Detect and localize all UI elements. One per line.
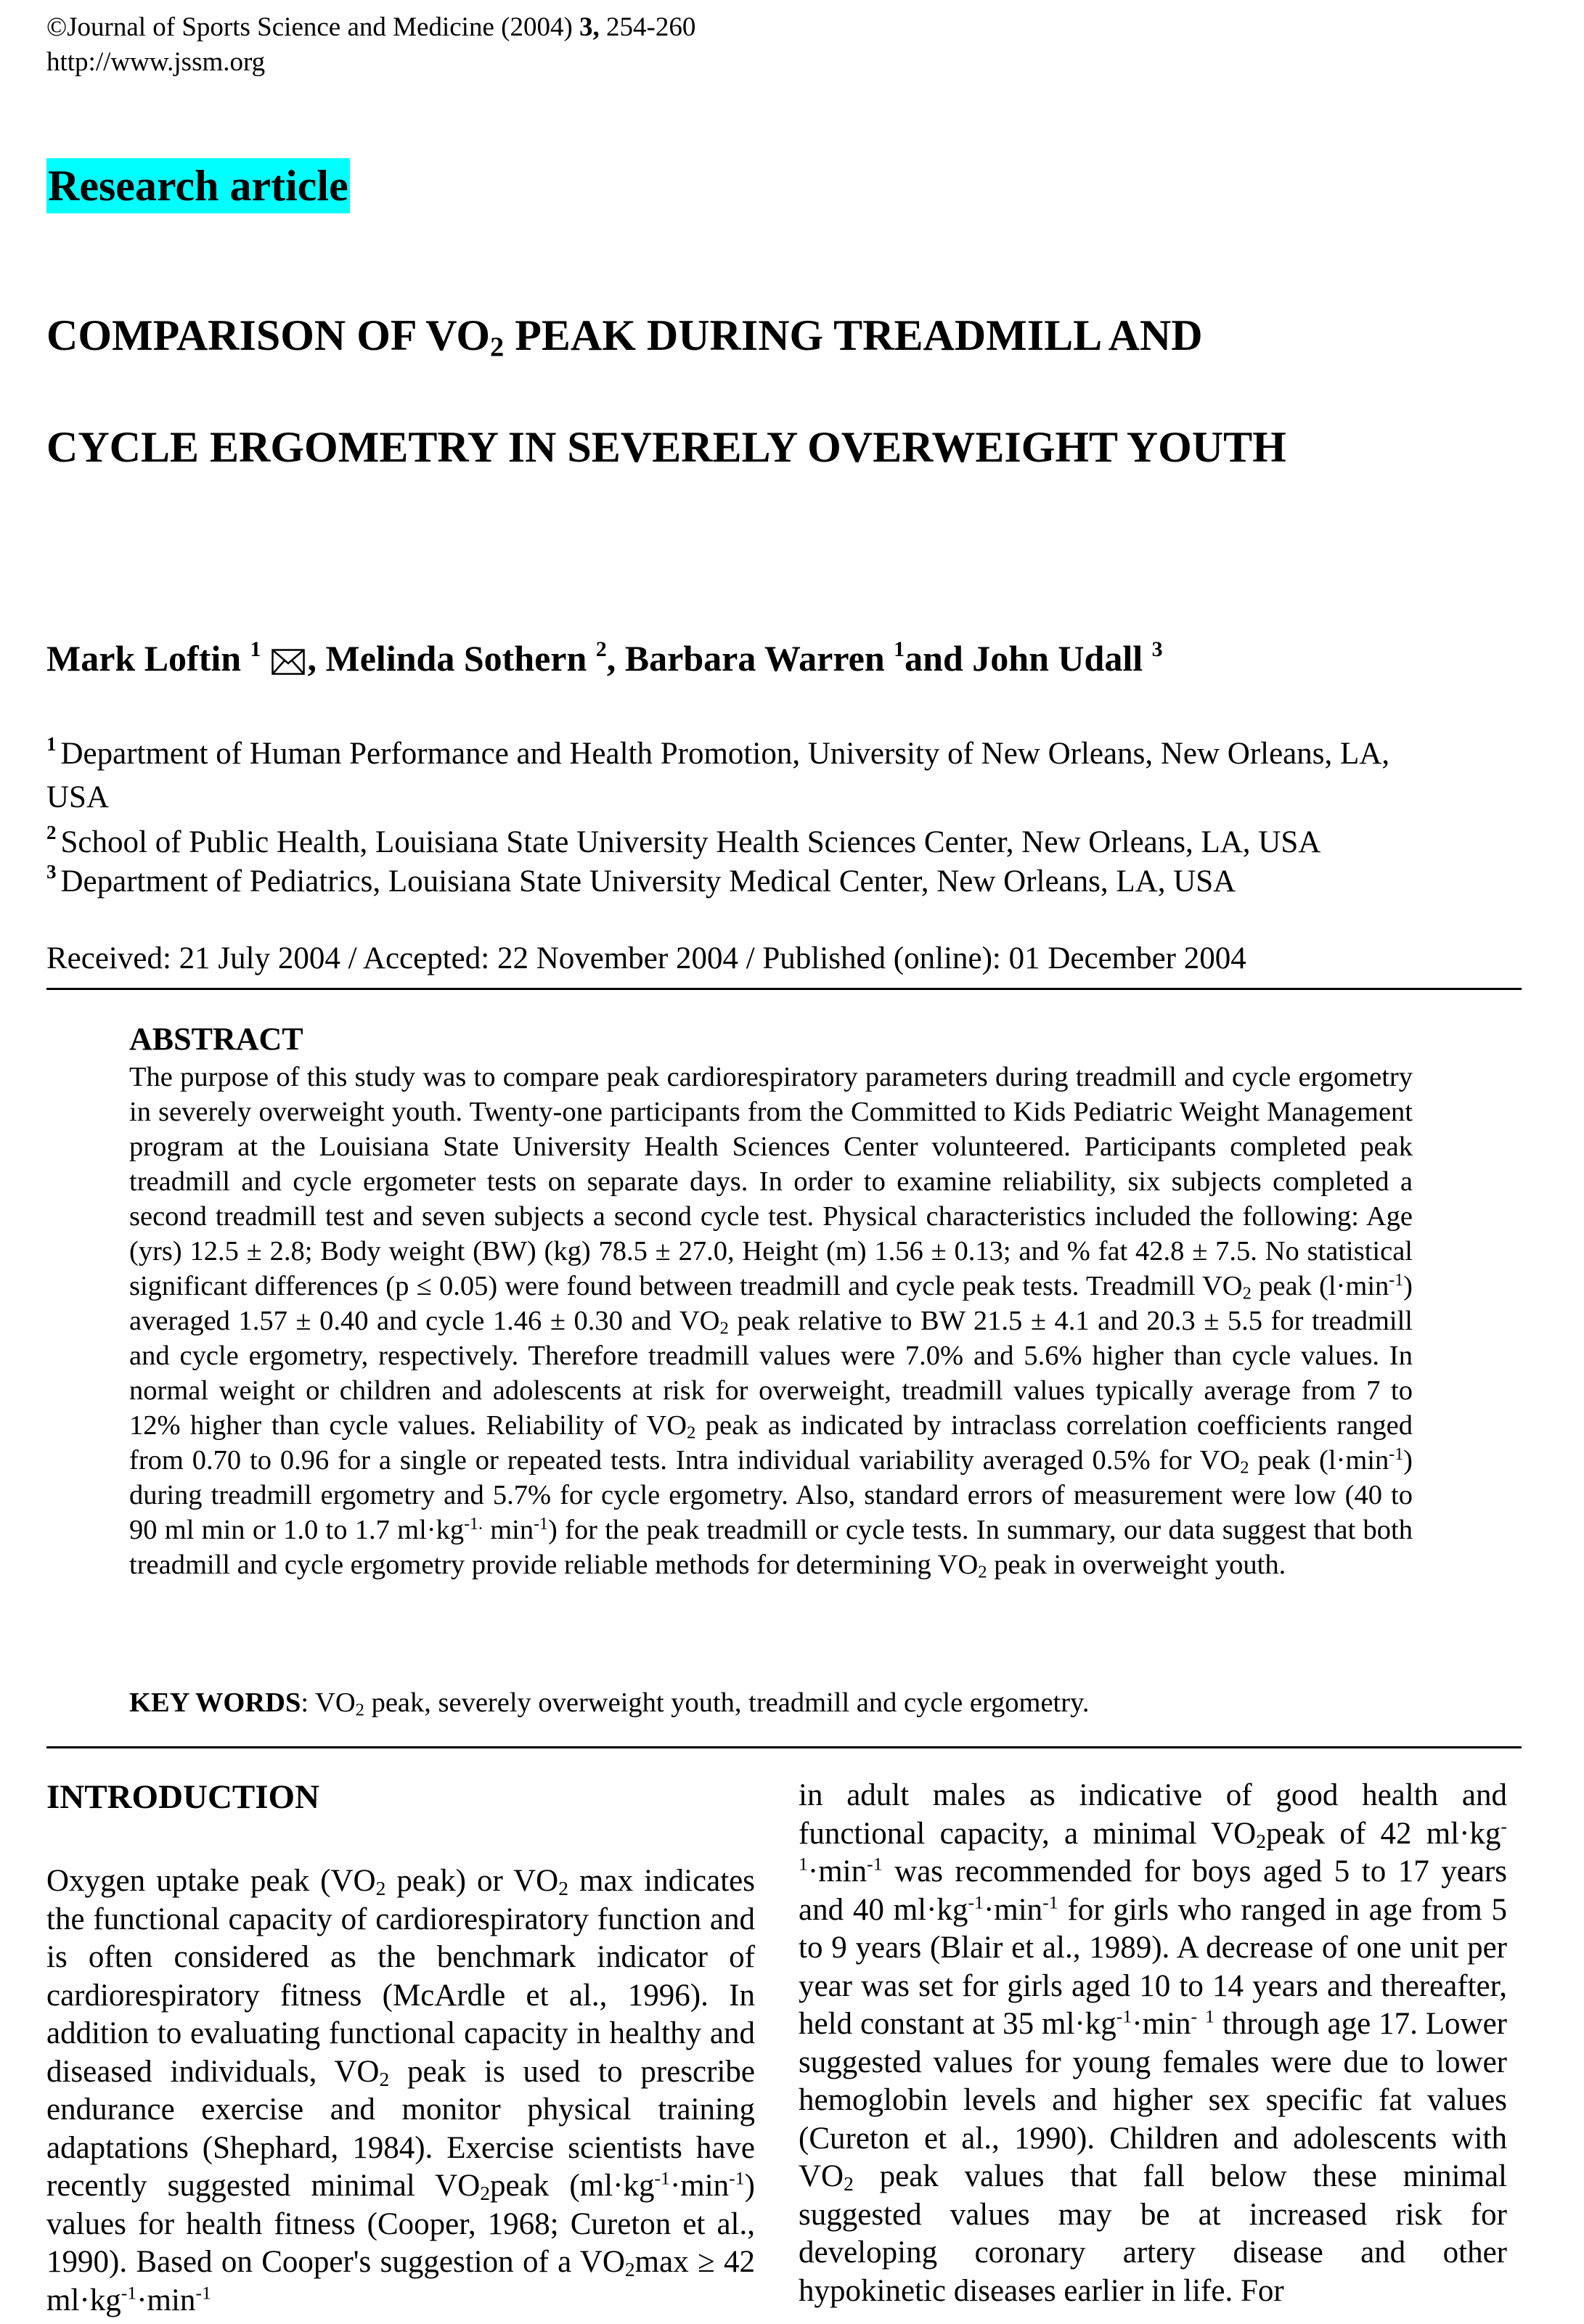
- title-line-2: CYCLE ERGOMETRY IN SEVERELY OVERWEIGHT YOUTH: [46, 423, 1286, 471]
- affiliation-1: [46, 732, 1389, 777]
- affiliation-2: [46, 820, 1320, 865]
- affiliation-text: Department of Pediatrics, Louisiana State University Medical Center, New Orleans, LA, USA: [60, 864, 1236, 899]
- title-text: COMPARISON OF VO: [46, 311, 491, 359]
- journal-name: ©Journal of Sports Science and Medicine (2004): [46, 12, 580, 42]
- abstract-text: The purpose of this study was to compare peak cardiorespiratory parameters during treadmill and cycle ergometry in severely overweight youth. Twenty-one participants from the Committed to Kids Pediatric Weight Management program at the Louisiana State University Health Sciences Center volunteered. Participants completed peak treadmill and cycle ergometer tests on separate days. In order to examine reliability, six subjects completed a second treadmill test and seven subjects a second cycle test. Physical characteristics included the following: Age (yrs) 12.5 ± 2.8; Body weight (BW) (kg) 78.5 ± 27.0, Height (m) 1.56 ± 0.13; and % fat 42.8 ± 7.5. No statistical significant differences (p ≤ 0.05) were found between treadmill and cycle peak tests. Treadmill $VO_2$ peak $(l\cdot\min^{-1})$ averaged 1.57 ± 0.40 and cycle 1.46 ± 0.30 and $VO_2$ peak relative to BW 21.5 ± 4.1 and 20.3 ± 5.5 for treadmill and cycle ergometry, respectively. Therefore treadmill values were 7.0% and 5.6% higher than cycle values. In normal weight or children and adolescents at risk for overweight, treadmill values typically average from 7 to 12% higher than cycle values. Reliability of $VO_2$ peak as indicated by intraclass correlation coefficients ranged from 0.70 to 0.96 for a single or repeated tests. Intra individual variability averaged 0.5% for $VO_2$ peak $(l\cdot\min^{-1})$ during treadmill ergometry and 5.7% for cycle ergometry. Also, standard errors of measurement were low (40 to 90 ml min or 1.0 to 1.7 $ml\cdot kg^{-1.}$ $\min^{-1}$) for the peak treadmill or cycle tests. In summary, our data suggest that both treadmill and cycle ergometry provide reliable methods for determining $VO_2$ peak in overweight youth.: [129, 1062, 1413, 1582]
- keywords-label: KEY WORDS: [129, 1687, 301, 1718]
- author-name: and John Udall: [905, 638, 1152, 679]
- intro-right-column: in adult males as indicative of good health and functional capacity, a minimal $VO_2peak$ of 42 ml·kg- $^1\cdot\min^{-1}$ was recommended for boys aged 5 to 17 years and 40 $ml\cdot kg^{-1}\cdot\min^{-1}$ for girls who ranged in age from 5 to 9 years (Blair et al., 1989). A decrease of one unit per year was set for girls aged 10 to 14 years and thereafter, held constant at 35 $ml\cdot kg^{-1}\cdot\min^-$ $^1$ through age 17. Lower suggested values for young females were due to lower hemoglobin levels and higher sex specific fat values (Cureton et al., 1990). Children and adolescents with $VO_2$ peak values that fall below these minimal suggested values may be at increased risk for developing coronary artery disease and other hypokinetic diseases earlier in life. For: [799, 1778, 1507, 2308]
- keywords: KEY WORDS: $VO_2$ peak, severely overweight youth, treadmill and cycle ergometry.: [129, 1687, 1090, 1720]
- article-type-label: Research article: [46, 158, 350, 213]
- affiliation-text: Department of Human Performance and Health Promotion, University of New Orleans, New Orleans, LA,: [60, 737, 1390, 771]
- affiliation-text: School of Public Health, Louisiana State University Health Sciences Center, New Orleans, LA, USA: [60, 825, 1321, 859]
- journal-url[interactable]: http://www.jssm.org: [46, 47, 266, 77]
- author-affiliation-marker: 1: [894, 637, 905, 661]
- author-affiliation-marker: 2: [595, 637, 607, 661]
- title-line-1: [46, 308, 1203, 363]
- author-affiliation-marker: 3: [1151, 637, 1163, 661]
- abstract-heading: ABSTRACT: [129, 1021, 303, 1057]
- author-name: Mark Loftin: [46, 638, 250, 679]
- author-name: , Barbara Warren: [606, 638, 894, 679]
- author-list: [46, 633, 1163, 688]
- affiliation-number: 2: [46, 822, 57, 843]
- title-text: PEAK DURING TREADMILL AND: [504, 311, 1203, 359]
- affiliation-1-continued: USA: [46, 780, 110, 814]
- journal-pages: 254-260: [599, 12, 696, 42]
- affiliation-number: 1: [46, 733, 57, 755]
- intro-left-column: Oxygen uptake peak ($VO_2$ peak) or $VO_2$ max indicates the functional capacity of cardiorespiratory function and is often considered as the benchmark indicator of cardiorespiratory fitness (McArdle et al., 1996). In addition to evaluating functional capacity in healthy and diseased individuals, $VO_2$ peak is used to prescribe endurance exercise and monitor physical training adaptations (Shephard, 1984). Exercise scientists have recently suggested minimal $VO_2peak$ $(ml\cdot kg^{-1}\cdot\min^{-1})$ values for health fitness (Cooper, 1968; Cureton et al., 1990). Based on Cooper's suggestion of a $VO_2\max \ge 42$ $ml\cdot kg^{-1}\cdot\min^{-1}$: [46, 1864, 755, 2317]
- author-name: , Melinda Sothern: [307, 638, 596, 679]
- section-heading-introduction: INTRODUCTION: [46, 1778, 320, 1816]
- affiliation-number: 3: [46, 861, 57, 883]
- divider: [46, 1746, 1522, 1748]
- journal-citation: [46, 10, 695, 45]
- journal-volume: 3,: [579, 12, 600, 42]
- divider: [46, 988, 1522, 990]
- publication-dates: Received: 21 July 2004 / Accepted: 22 November 2004 / Published (online): 01 December 2004: [46, 941, 1246, 975]
- title-subscript: 2: [490, 332, 505, 363]
- author-affiliation-marker: 1: [250, 637, 261, 661]
- envelope-icon[interactable]: [272, 637, 305, 688]
- affiliation-3: [46, 859, 1236, 904]
